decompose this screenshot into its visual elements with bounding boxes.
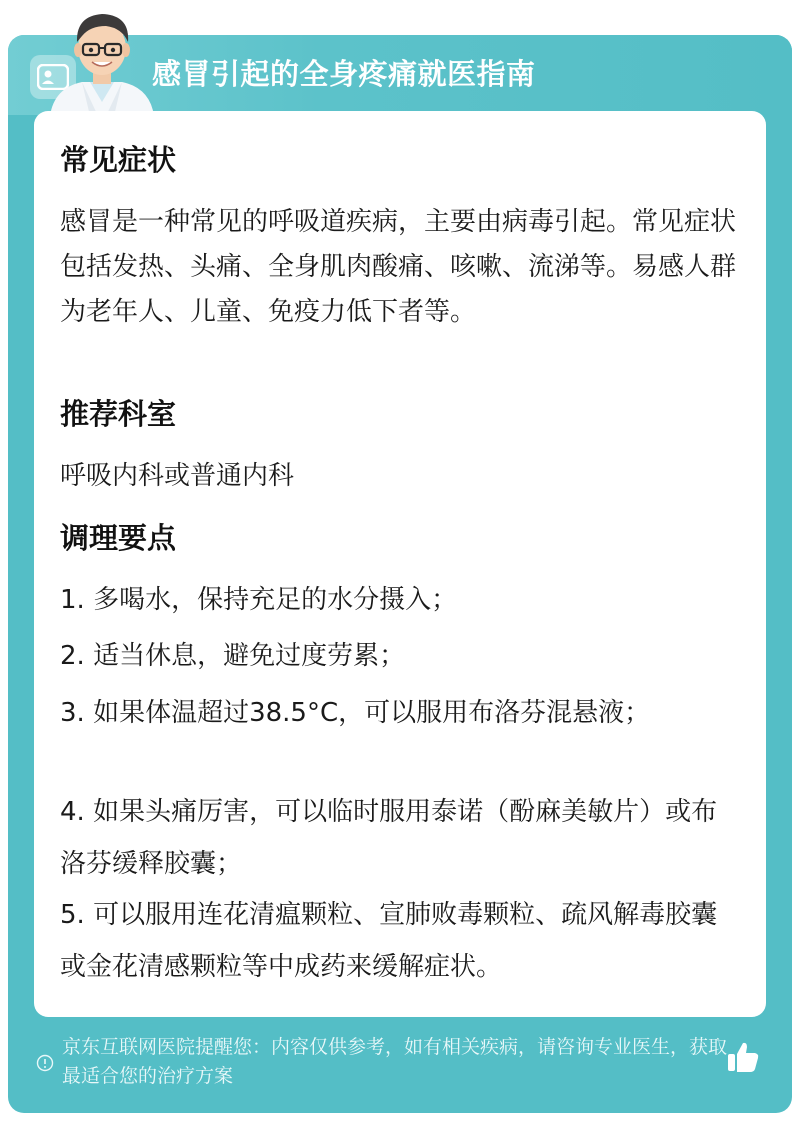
care-item: 5. 可以服用连花清瘟颗粒、宣肺败毒颗粒、疏风解毒胶囊或金花清感颗粒等中成药来缓解症状。	[60, 900, 718, 982]
care-item: 1. 多喝水，保持充足的水分摄入；	[60, 585, 458, 615]
page-title: 感冒引起的全身疼痛就医指南	[152, 57, 536, 91]
care-heading: 调理要点	[60, 521, 177, 555]
care-item: 4. 如果头痛厉害，可以临时服用泰诺（酚麻美敏片）或布洛芬缓释胶囊；	[60, 797, 718, 879]
symptoms-heading: 常见症状	[60, 143, 177, 177]
department-text: 呼吸内科或普通内科	[60, 461, 295, 491]
footer-notice: 京东互联网医院提醒您：内容仅供参考，如有相关疾病，请咨询专业医生，获取最适合您的治疗方案	[62, 1036, 728, 1087]
doctor-avatar	[46, 6, 158, 116]
info-icon	[36, 1054, 54, 1072]
care-item: 2. 适当休息，避免过度劳累；	[60, 641, 406, 671]
symptoms-text: 感冒是一种常见的呼吸道疾病，主要由病毒引起。常见症状包括发热、头痛、全身肌肉酸痛、咳嗽、流涕等。易感人群为老年人、儿童、免疫力低下者等。	[60, 207, 737, 327]
department-heading: 推荐科室	[60, 397, 177, 431]
thumbs-up-icon[interactable]	[726, 1040, 760, 1074]
care-item: 3. 如果体温超过38.5°C，可以服用布洛芬混悬液；	[60, 698, 651, 728]
